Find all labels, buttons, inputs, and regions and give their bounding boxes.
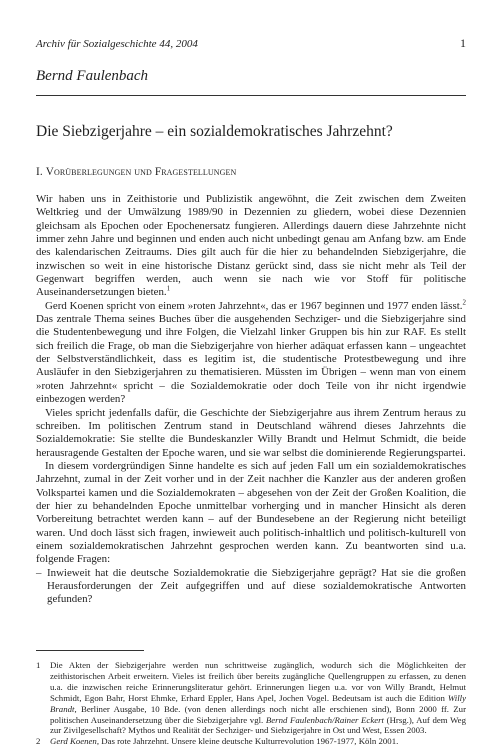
author-divider	[36, 95, 466, 96]
list-dash: –	[36, 566, 42, 579]
paragraph-2-text-b: Das zentrale Thema seines Buches über die ausgehenden Sechziger- und die Siebzigerjahre sind die Studentenbewegung und ihre Folgen, die Vielzahl linker Gruppen bis hin zur RAF. Es stellt sich freilich die Frage, ob man die Siebzigerjahre von hierher adäquat erfassen kann – ungeachtet der Selbstverständlichkeit, dass es legitim ist, die studentische Protestbewegung und ihre Ausläufer in den Siebzigerjahren zu thematisieren. Müssten im Übrigen – wenn man von einem »roten Jahrzehnt« spricht – die Sozialdemokratie oder doch Teile von ihr nicht irgendwie einbezogen werden?	[36, 313, 466, 406]
paragraph-4: In diesem vordergründigen Sinne handelte es sich auf jeden Fall um ein sozialdemokratisches Jahrzehnt, zumal in der Zeit vorher und in der Zeit nachher die Kanzler aus der anderen großen Volkspartei kamen und die Sozialdemokraten – abgesehen von der Zeit der Großen Koalition, die der hier zu behandelnden Epoche unmittelbar vorherging und in mancher Hinsicht als deren Vorbereitung betrachtet werden kann – auf der Bundesebene an der Regierung nicht beteiligt waren. Und doch lässt sich fragen, inwieweit auch politisch-inhaltlich und politisch-kulturell von einem sozialdemokratischen Jahrzehnt gesprochen werden kann. Zu beantworten sind u.a. folgende Fragen:	[36, 459, 466, 566]
footnote-1-italic-1: Willy Brandt	[50, 692, 466, 714]
paragraph-1	[36, 193, 466, 300]
section-title: Vorüberlegungen und Fragestellungen	[45, 166, 237, 178]
footnote-1-text-b: , Berliner Ausgabe, 10 Bde. (von denen allerdings noch nicht alle erschienen sind), Bonn 2000 ff. Zur politischen Auseinandersetzung über die Siebzigerjahre vgl.	[50, 703, 466, 725]
footnote-1-text-a: Die Akten der Siebzigerjahre werden nun schrittweise zugänglich, wodurch sich die Möglichkeiten der zeithistorischen Arbeit erweitern. Vieles ist freilich über bereits zugängliche Quellengruppen zu erfassen, zu denen u.a. die inzwischen reiche Erinnerungsliteratur gehört. Erinnerungen liegen u.a. vor von Willy Brandt, Helmut Schmidt, Egon Bahr, Horst Ehmke, Erhard Eppler, Hans Apel, Jochen Vogel. Bedeutsam ist auch die Edition	[50, 660, 466, 703]
footnote-2-text: , Das rote Jahrzehnt. Unsere kleine deutsche Kulturrevolution 1967-1977, Köln 2001.	[96, 736, 399, 747]
paragraph-3: Vieles spricht jedenfalls dafür, die Geschichte der Siebzigerjahre aus ihrem Zentrum heraus zu schreiben. Im politischen Zentrum stand in Deutschland während dieses Jahrzehnts die Sozialdemokratie: Sie stellte die Bundeskanzler Willy Brandt und Helmut Schmidt, die beide herausragende Gestalten der Epoche waren, und sie war selbst die dominierende Regierungspartei.	[36, 406, 466, 459]
footnote-2-italic: Gerd Koenen	[50, 736, 97, 747]
section-numeral: I.	[36, 166, 46, 178]
paragraph-2-text-a: Gerd Koenen spricht von einem »roten Jahrzehnt«, das er 1967 beginnen und 1977 enden lässt.	[45, 299, 463, 312]
page-content	[36, 36, 466, 607]
page-number: 1	[460, 36, 466, 50]
footnote-number: 2	[36, 736, 41, 747]
footnote-1	[36, 660, 466, 736]
footnote-1-text-c: (Hrsg.), Auf dem Weg zur Zivilgesellschaft? Mythos und Realität der Sechziger- und Siebzigerjahre in Ost und West, Essen 2003.	[50, 714, 466, 736]
article-title: Die Siebzigerjahre – ein sozialdemokratisches Jahrzehnt?	[36, 123, 393, 140]
author-name: Bernd Faulenbach	[36, 68, 149, 84]
running-head	[36, 36, 466, 51]
journal-citation: Archiv für Sozialgeschichte 44, 2004	[36, 38, 198, 50]
list-item-text: Inwieweit hat die deutsche Sozialdemokratie die Siebzigerjahre geprägt? Hat sie die großen Herausforderungen der Zeit aufgegriffen und auf diese sozialdemokratische Antworten gefunden?	[47, 566, 466, 606]
footnote-divider	[36, 650, 144, 651]
footnotes	[36, 660, 466, 747]
footnote-1-italic-2: Bernd Faulenbach/Rainer Eckert	[265, 714, 384, 725]
body-text	[36, 193, 466, 607]
question-list	[36, 567, 466, 607]
footnote-number: 1	[36, 660, 41, 670]
footnote-ref-1: 1	[166, 284, 171, 293]
list-item	[36, 567, 466, 607]
footnote-ref-2: 2	[462, 298, 466, 307]
footnote-2	[36, 736, 466, 747]
paragraph-2	[36, 300, 466, 407]
paragraph-1-text: Wir haben uns in Zeithistorie und Publizistik angewöhnt, die Zeit zwischen dem Zweiten Weltkrieg und der Umwälzung 1989/90 in Dezennien zu gliedern, wobei diese Dezennien gleichsam als Epochen oder Epochenersatz fungieren. Allerdings dauern diese Jahrzehnte nicht immer zehn Jahre und beginnen und enden auch nicht unbedingt genau am Anfang bzw. am Ende des kalendarischen Zeitraums. Dies gilt auch für die hier zu behandelnden Siebzigerjahre, die inzwischen so weit in eine historische Distanz gerückt sind, dass sie nicht mehr als Teil der Gegenwart begriffen werden, auch wenn sie nach wie vor Stoff für politische Auseinandersetzungen bieten.	[36, 193, 466, 299]
section-heading	[36, 165, 466, 179]
